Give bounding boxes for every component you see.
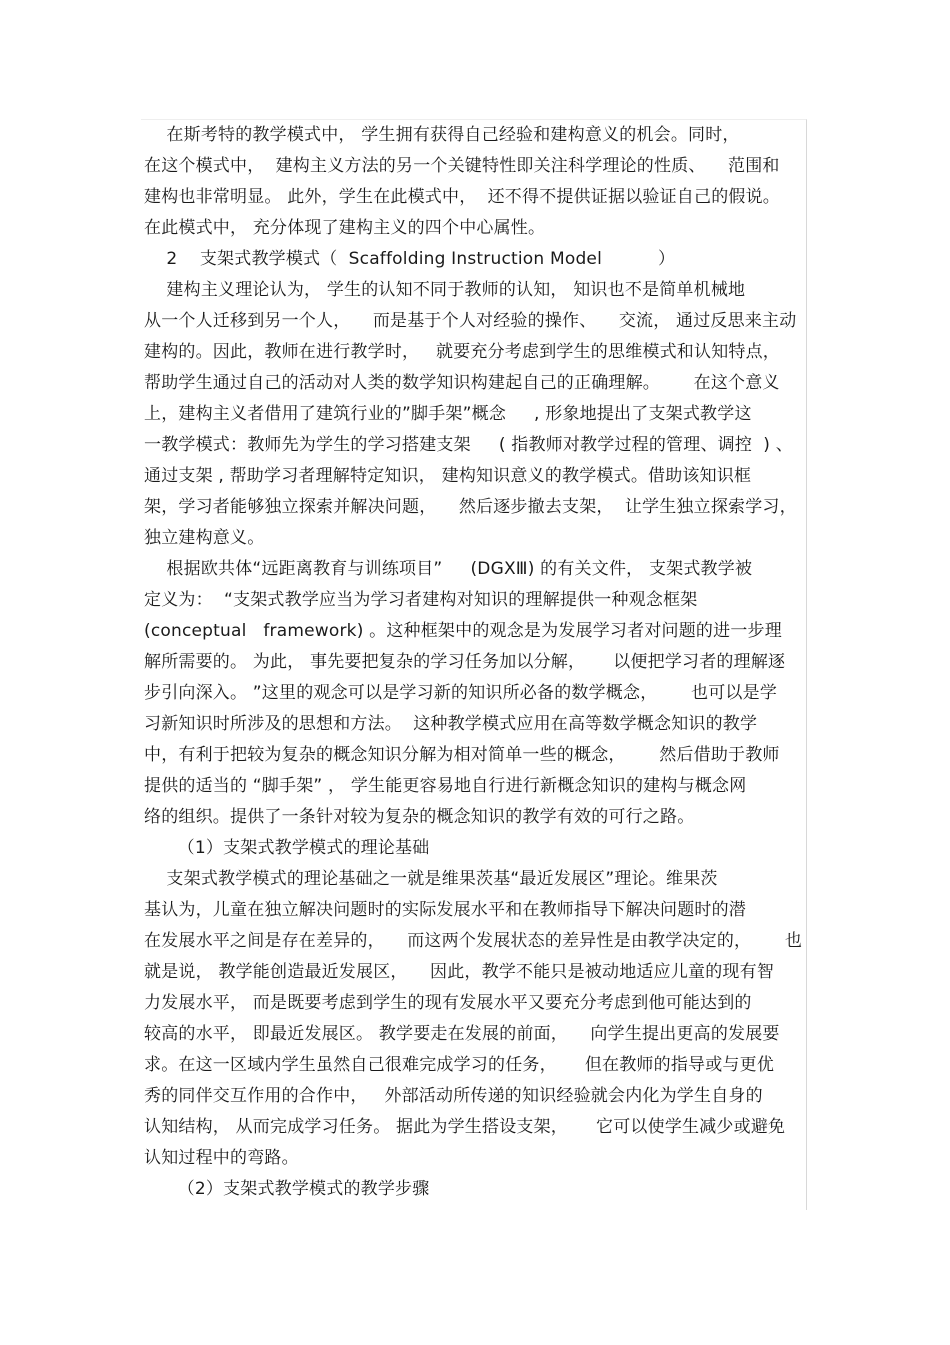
document-body bbox=[144, 120, 809, 1205]
text-line: 就是说， 教学能创造最近发展区， 因此，教学不能只是被动地适应儿童的现有智 bbox=[144, 962, 775, 982]
text-line: 上，建构主义者借用了建筑行业的”脚手架”概念 , 形象地提出了支架式教学这 bbox=[144, 404, 752, 424]
text-line: 独立建构意义。 bbox=[144, 528, 265, 548]
text-line: 建构主义理论认为， 学生的认知不同于教师的认知， 知识也不是简单机械地 bbox=[144, 280, 746, 300]
subsection-heading: （1）支架式教学模式的理论基础 bbox=[144, 838, 430, 858]
text-line: 认知结构， 从而完成学习任务。 据此为学生搭设支架， 它可以使学生减少或避免 bbox=[144, 1117, 786, 1137]
section-heading: 2 支架式教学模式（ Scaffolding Instruction Model ） bbox=[144, 249, 676, 269]
text-line: 秀的同伴交互作用的合作中， 外部活动所传递的知识经验就会内化为学生自身的 bbox=[144, 1086, 763, 1106]
text-line: 在这个模式中， 建构主义方法的另一个关键特性即关注科学理论的性质、 范围和 bbox=[144, 156, 780, 176]
text-line: 根据欧共体“远距离教育与训练项目” (DGXⅢ) 的有关文件， 支架式教学被 bbox=[144, 559, 753, 579]
text-line: 较高的水平， 即最近发展区。 教学要走在发展的前面， 向学生提出更高的发展要 bbox=[144, 1024, 780, 1044]
text-line: 架，学习者能够独立探索并解决问题， 然后逐步撤去支架， 让学生独立探索学习， bbox=[144, 497, 797, 517]
text-line: 提供的适当的 “脚手架” ， 学生能更容易地自行进行新概念知识的建构与概念网 bbox=[144, 776, 747, 796]
text-line: 在此模式中， 充分体现了建构主义的四个中心属性。 bbox=[144, 218, 546, 238]
text-line: 在斯考特的教学模式中， 学生拥有获得自己经验和建构意义的机会。同时， bbox=[144, 125, 740, 145]
text-line: 求。在这一区域内学生虽然自己很难完成学习的任务， 但在教师的指导或与更优 bbox=[144, 1055, 775, 1075]
text-line: 通过支架 , 帮助学习者理解特定知识， 建构知识意义的教学模式。借助该知识框 bbox=[144, 466, 752, 486]
text-line: (conceptual framework) 。这种框架中的观念是为发展学习者对问题的进一步理 bbox=[144, 621, 782, 641]
text-line: 络的组织。提供了一条针对较为复杂的概念知识的教学有效的可行之路。 bbox=[144, 807, 695, 827]
text-line: 一教学模式：教师先为学生的学习搭建支架 ( 指教师对教学过程的管理、调控 ) 、 bbox=[144, 435, 793, 455]
text-line: 力发展水平， 而是既要考虑到学生的现有发展水平又要充分考虑到他可能达到的 bbox=[144, 993, 752, 1013]
text-line: 在发展水平之间是存在差异的， 而这两个发展状态的差异性是由教学决定的， 也 bbox=[144, 931, 803, 951]
text-line: 解所需要的。 为此， 事先要把复杂的学习任务加以分解， 以便把学习者的理解逐 bbox=[144, 652, 786, 672]
text-line: 定义为： “支架式教学应当为学习者建构对知识的理解提供一种观念框架 bbox=[144, 590, 698, 610]
text-line: 建构也非常明显。 此外，学生在此模式中， 还不得不提供证据以验证自己的假说。 bbox=[144, 187, 781, 207]
text-line: 中，有利于把较为复杂的概念知识分解为相对简单一些的概念， 然后借助于教师 bbox=[144, 745, 780, 765]
text-line: 步引向深入。 ”这里的观念可以是学习新的知识所必备的数学概念， 也可以是学 bbox=[144, 683, 778, 703]
text-line: 建构的。因此，教师在进行教学时， 就要充分考虑到学生的思维模式和认知特点， bbox=[144, 342, 781, 362]
text-line: 帮助学生通过自己的活动对人类的数学知识构建起自己的正确理解。 在这个意义 bbox=[144, 373, 780, 393]
text-line: 从一个人迁移到另一个人， 而是基于个人对经验的操作、 交流， 通过反思来主动 bbox=[144, 311, 797, 331]
subsection-heading: （2）支架式教学模式的教学步骤 bbox=[144, 1179, 430, 1199]
text-line: 基认为，儿童在独立解决问题时的实际发展水平和在教师指导下解决问题时的潜 bbox=[144, 900, 746, 920]
text-line: 认知过程中的弯路。 bbox=[144, 1148, 299, 1168]
text-line: 支架式教学模式的理论基础之一就是维果茨基“最近发展区”理论。维果茨 bbox=[144, 869, 718, 889]
text-line: 习新知识时所涉及的思想和方法。 这种教学模式应用在高等数学概念知识的教学 bbox=[144, 714, 758, 734]
